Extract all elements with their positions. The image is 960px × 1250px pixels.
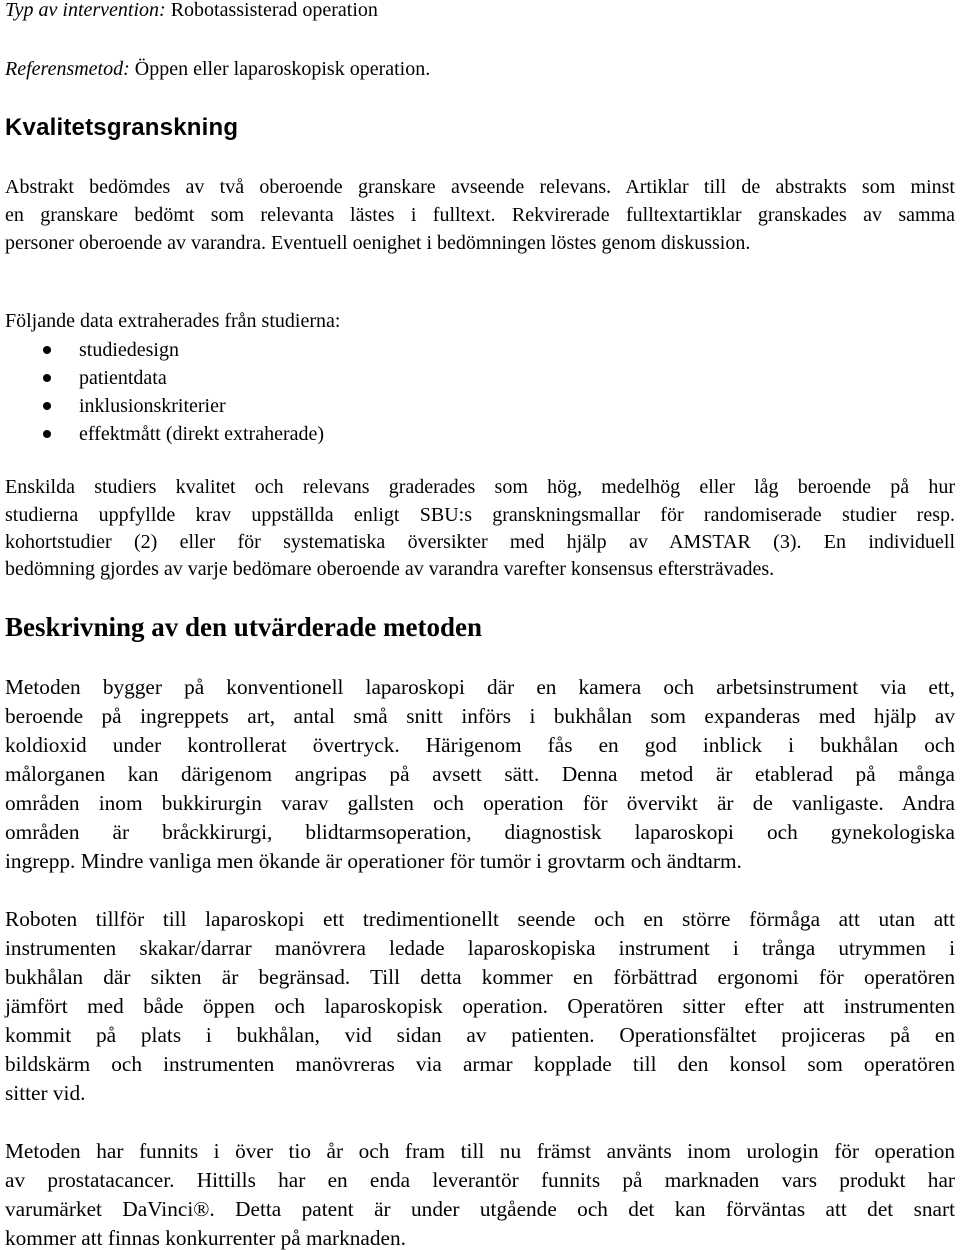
list-item-text: patientdata [79, 367, 167, 389]
intervention-line [5, 0, 378, 20]
method-paragraph-line: Roboten tillför till laparoskopi ett tredimentionellt seende och en större förmåga att utan att [5, 907, 955, 931]
quality-heading: Kvalitetsgranskning [5, 114, 239, 141]
bullet-icon [43, 346, 51, 354]
method-paragraph-line: koldioxid under kontrollerat övertryck. Härigenom fås en god inblick i bukhålan och [5, 733, 955, 757]
method-paragraph-line: bukhålan där sikten är begränsad. Till detta kommer en förbättrad ergonomi för operatören [5, 965, 955, 989]
reference-label: Referensmetod: [5, 58, 130, 80]
method-paragraph-line: jämfört med både öppen och laparoskopisk operation. Operatören sitter efter att instrumenten [5, 994, 955, 1018]
method-paragraph-line: bildskärm och instrumenten manövreras via armar kopplade till den konsol som operatören [5, 1052, 955, 1076]
list-item-text: effektmått (direkt extraherade) [79, 423, 325, 445]
bullet-icon [43, 402, 51, 410]
method-paragraph-line: Metoden har funnits i över tio år och fram till nu främst använts inom urologin för operation [5, 1139, 955, 1163]
intervention-value: Robotassisterad operation [165, 0, 378, 21]
method-paragraph-line: målorganen kan därigenom angripas på avsett sätt. Denna metod är etablerad på många [5, 762, 955, 786]
method-paragraph-line: av prostatacancer. Hittills har en enda leverantör funnits på marknaden vars produkt har [5, 1168, 955, 1192]
method-paragraph-line: beroende på ingreppets art, antal små snitt införs i bukhålan som expanderas med hjälp av [5, 704, 955, 728]
method-paragraph-line: ingrepp. Mindre vanliga men ökande är operationer för tumör i grovtarm och ändtarm. [5, 849, 742, 873]
extraction-intro: Följande data extraherades från studierna: [5, 310, 341, 332]
method-heading: Beskrivning av den utvärderade metoden [5, 612, 483, 642]
intervention-label: Typ av intervention: [5, 0, 166, 21]
method-paragraph-line: varumärket DaVinci®. Detta patent är under utgående och det kan förväntas att det snart [5, 1197, 955, 1221]
method-paragraph-line: områden inom bukkirurgin varav gallsten och operation för övervikt är de vanligaste. Andra [5, 791, 955, 815]
list-item-text: studiedesign [79, 339, 179, 361]
reference-value: Öppen eller laparoskopisk operation. [129, 58, 431, 80]
list-item-text: inklusionskriterier [79, 395, 226, 417]
quality-paragraph-line: personer oberoende av varandra. Eventuell oenighet i bedömningen löstes genom diskussion. [5, 232, 751, 254]
grading-paragraph-line: Enskilda studiers kvalitet och relevans graderades som hög, medelhög eller låg beroende på hur [5, 476, 955, 498]
grading-paragraph-line: studierna uppfyllde krav uppställda enligt SBU:s granskningsmallar för randomiserade studier resp. [5, 504, 955, 526]
method-paragraph-line: kommit på plats i bukhålan, vid sidan av patienten. Operationsfältet projiceras på en [5, 1023, 955, 1047]
method-paragraph-line: Metoden bygger på konventionell laparoskopi där en kamera och arbetsinstrument via ett, [5, 675, 955, 699]
grading-paragraph-line: kohortstudier (2) eller för systematiska översikter med hjälp av AMSTAR (3). En individuell [5, 531, 955, 553]
method-paragraph-line: sitter vid. [5, 1081, 86, 1105]
quality-paragraph-line: Abstrakt bedömdes av två oberoende granskare avseende relevans. Artiklar till de abstrakts som minst [5, 176, 955, 198]
quality-paragraph-line: en granskare bedömt som relevanta lästes i fulltext. Rekvirerade fulltextartiklar granskades av samma [5, 204, 955, 226]
method-paragraph-line: kommer att finnas konkurrenter på marknaden. [5, 1226, 406, 1250]
method-paragraph-line: instrumenten skakar/darrar manövrera ledade laparoskopiska instrument i trånga utrymmen i [5, 936, 955, 960]
bullet-icon [43, 430, 51, 438]
grading-paragraph-line: bedömning gjordes av varje bedömare oberoende av varandra varefter konsensus eftersträvades. [5, 558, 775, 580]
bullet-icon [43, 374, 51, 382]
method-paragraph-line: områden är bråckkirurgi, blidtarmsoperation, diagnostisk laparoskopi och gynekologiska [5, 820, 955, 844]
reference-line [5, 59, 430, 79]
